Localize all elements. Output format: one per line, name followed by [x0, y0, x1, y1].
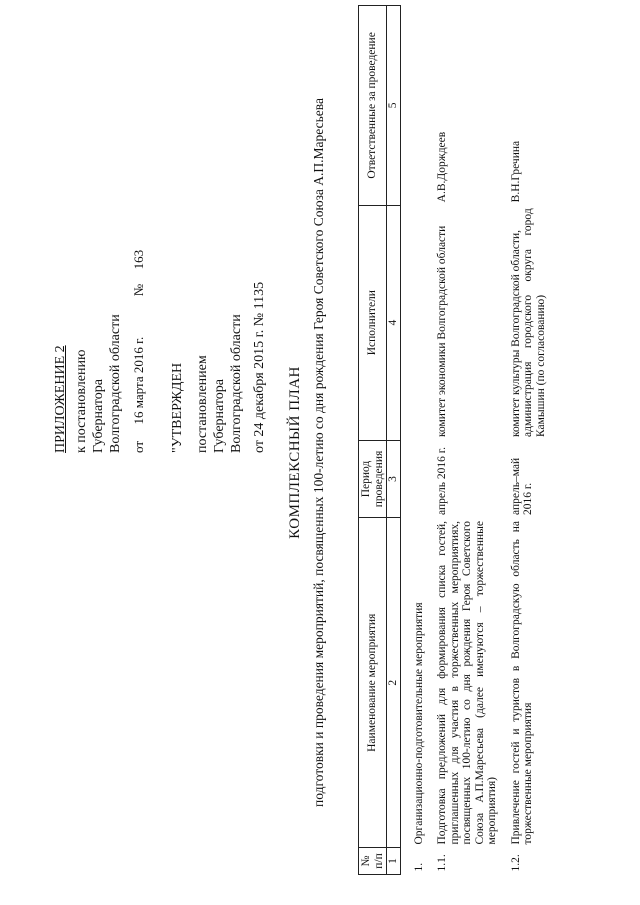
appendix-date — [130, 250, 147, 453]
section-row — [400, 6, 427, 875]
row-number: 1.2. — [509, 854, 522, 872]
header-period: Период проведения — [359, 440, 387, 518]
date-month: марта — [131, 376, 146, 409]
appendix-line: к постановлению — [74, 349, 89, 453]
row-executor — [427, 205, 501, 440]
row-period: апрель–май 2016 г. — [509, 457, 534, 515]
header-responsible: Ответственные за проведение — [359, 6, 387, 206]
column-number: 2 — [387, 518, 401, 848]
column-number: 5 — [387, 6, 401, 206]
row-executor-primary: комитет экономики Волгоградской области — [436, 225, 448, 438]
date-day: 16 — [131, 411, 146, 425]
document-subtitle: подготовки и проведения мероприятий, посвященных 100-летию со дня рождения Героя Советского Союза А.П.Маресьева — [311, 98, 326, 807]
header-num: № п/п — [359, 848, 387, 875]
row-period: апрель 2016 г. — [436, 446, 448, 515]
appendix-title: ПРИЛОЖЕНИЕ 2 — [53, 345, 68, 453]
row-name: Подготовка предложений для формирования списка гостей, приглашенных для участия в торжественных мероприятиях, посвященных 100-летию со дня рождения Героя Советского Союза А.П.Маресьева (далее именуются – торжественные мероприятия) — [436, 520, 498, 845]
column-number-row — [387, 6, 401, 875]
row-executor-primary: комитет культуры Волгоградской области, — [509, 230, 522, 438]
document-title: КОМПЛЕКСНЫЙ ПЛАН — [287, 366, 303, 539]
row-executor — [501, 205, 550, 440]
date-prefix: от — [131, 440, 146, 453]
row-number: 1.1. — [436, 854, 448, 872]
table-header-row — [359, 6, 387, 875]
plan-table — [358, 5, 549, 875]
appendix-block — [52, 250, 268, 453]
approved-line: Губернатора — [212, 378, 227, 453]
number-label: № — [131, 283, 146, 297]
approved-line: постановлением — [195, 355, 210, 453]
section-number: 1. — [412, 862, 425, 872]
row-name: Привлечение гостей и туристов в Волгоградскую область на торжественные мероприятия — [509, 520, 534, 845]
row-responsible: В.Н.Гречина — [509, 140, 522, 203]
column-number: 4 — [387, 205, 401, 440]
column-number: 3 — [387, 440, 401, 518]
appendix-line: Волгоградской области — [108, 314, 123, 453]
decree-number: 163 — [131, 249, 146, 270]
table-row — [427, 6, 501, 875]
header-name: Наименование мероприятия — [359, 518, 387, 848]
date-year: 2016 г. — [131, 336, 146, 374]
approved-date: от 24 декабря 2015 г. № 1135 — [252, 281, 267, 453]
row-responsible: А.В.Дорждеев — [436, 131, 448, 203]
table-row — [501, 6, 550, 875]
column-number: 1 — [387, 848, 401, 875]
appendix-line: Губернатора — [91, 378, 106, 453]
approved-title: "УТВЕРЖДЕН — [170, 362, 185, 453]
row-executor-secondary: администрация городского округа город Камышин (по согласованию) — [522, 208, 547, 438]
section-title: Организационно-подготовительные мероприятия — [412, 602, 425, 845]
approved-line: Волгоградской области — [229, 314, 244, 453]
header-executor: Исполнители — [359, 205, 387, 440]
